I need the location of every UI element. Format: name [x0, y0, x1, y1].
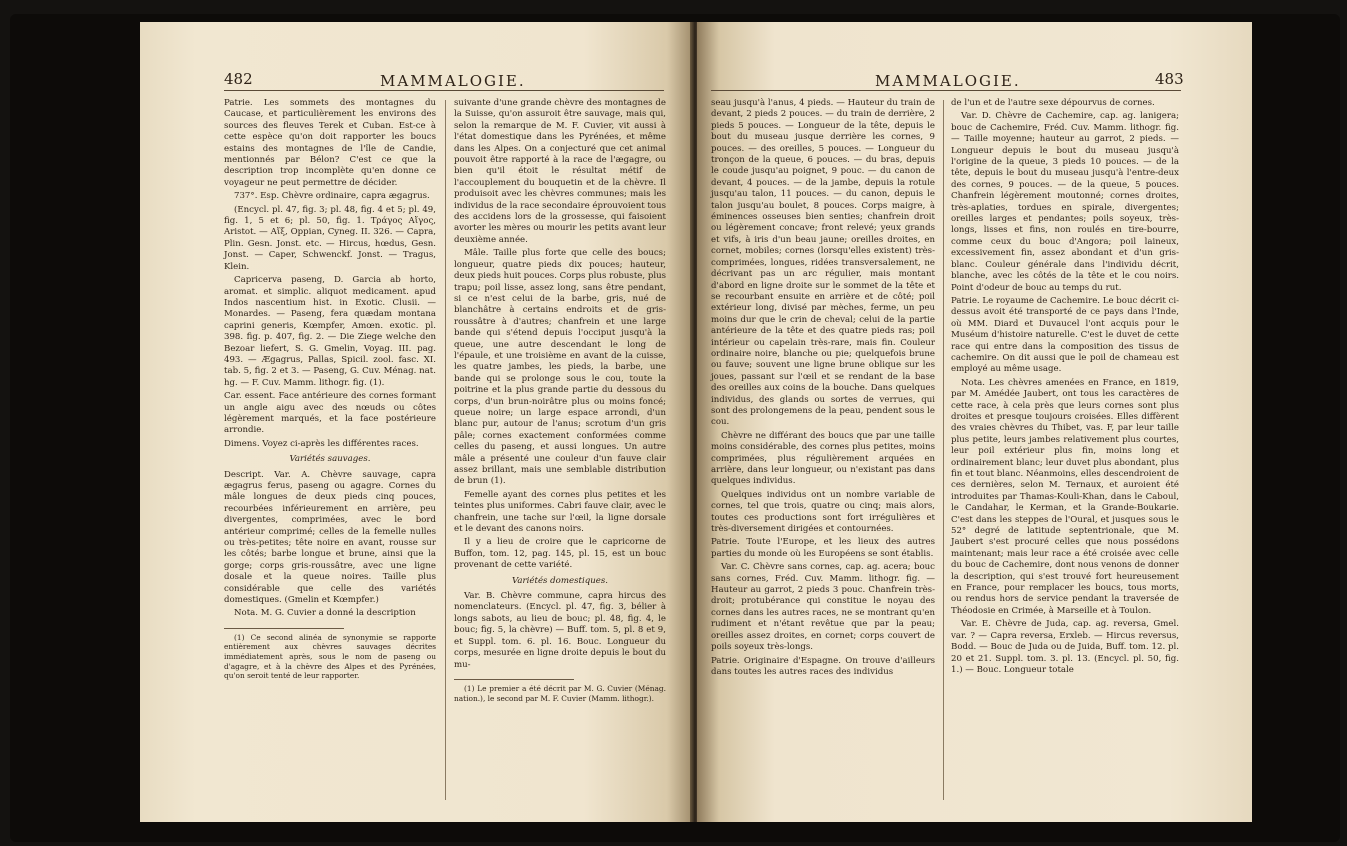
paragraph: seau jusqu'à l'anus, 4 pieds. — Hauteur du train de devant, 2 pieds 2 pouces. — du train de derrière, 2 pieds 5 pouces. — Longueur de la tête, depuis le bout du museau jusque derrière les cornes, 9 pouces. — des oreilles, 5 pouces. — Longueur du tronçon de la queue, 6 pouces. — du bras, depuis le coude jusqu'au poignet, 9 pouc. — du canon de devant, 4 pouces. — de la jambe, depuis la rotule jusqu'au talon, 11 pouces. — du canon, depuis le talon jusqu'au boulet, 8 pouces. Corps maigre, à éminences osseuses bien senties; chanfrein droit ou légèrement concave; front relevé; yeux grands et vifs, à iris d'un beau jaune; oreilles droites, en cornet, mobiles; cornes (lorsqu'elles existent) très-comprimées, longues, ridées transversalement, ne décrivant pas un arc régulier, mais montant d'abord en ligne droite sur le sommet de la tête et se recourbant ensuite en arrière et de côté; poil extérieur long, divisé par mèches, ferme, un peu moins dur que le crin de cheval; celui de la partie antérieure de la tête et des quatre pieds ras; poil intérieur ou capelain très-rare, mais fin. Couleur ordinaire noire, blanche ou pie; quelquefois brune ou fauve; souvent une ligne brune oblique sur les joues, passant sur l'œil et se rendant de la base des oreilles aux coins de la bouche. Dans quelques individus, des glands ou sortes de verrues, qui sont des prolongemens de la peau, pendent sous le cou. — [711, 98, 935, 428]
footnote-rule — [454, 679, 574, 680]
paragraph: Descript. Var. A. Chèvre sauvage, capra ægagrus ferus, paseng ou agagre. Cornes du mâle longues de deux pieds cinq pouces, recourbées inférieurement en arrière, peu divergentes, comprimées, avec le bord antérieur comprimé; celles de la femelle nulles ou très-petites; tête noire en avant, rousse sur les côtés; barbe longue et brune, ainsi que la gorge; corps gris-roussâtre, avec une ligne dosale et la queue noires. Taille plus considérable que celle des variétés domestiques. (Gmelin et Kœmpfer.) — [224, 469, 436, 606]
paragraph: Femelle ayant des cornes plus petites et les teintes plus uniformes. Cabri fauve clair, avec le chanfrein, une tache sur l'œil, la ligne dorsale et le devant des canons noirs. — [454, 489, 666, 535]
paragraph: Var. E. Chèvre de Juda, cap. ag. reversa, Gmel. var. ? — Capra reversa, Erxleb. — Hircus reversus, Bodd. — Bouc de Juda ou de Juida, Buff. tom. 12. pl. 20 et 21. Suppl. tom. 3. pl. 13. (Encycl. pl. 50, fig. 1.) — Bouc. Longueur totale — [951, 619, 1179, 675]
paragraph: suivante d'une grande chèvre des montagnes de la Suisse, qu'on assuroit être sauvage, mais qui, selon la remarque de M. F. Cuvier, vit aussi à l'état domestique dans les Pyrénées, et même dans les Alpes. On a conjecturé que cet animal pouvoit être rapporté à la race de l'ægagre, ou bien qu'il étoit le résultat métif de l'accouplement du bouquetin et de la chèvre. Il produisoit avec les chèvres communes; mais les individus de la race secondaire éprouvoient tous des accidens lors de la grossesse, qui faisoient avorter les mères ou mourir les petits avant leur deuxième année. — [454, 98, 666, 245]
species-heading: 737°. Esp. Chèvre ordinaire, capra ægagrus. — [234, 191, 430, 202]
paragraph: Nota. Les chèvres amenées en France, en 1819, par M. Amédée Jaubert, ont tous les caractères de cette race, à cela près que leurs cornes sont plus droites et presque toujours croisées. Elles diffèrent des vraies chèvres du Thibet, vas. F, par leur taille plus petite, leurs jambes relativement plus courtes, leur poil extérieur plus fin, moins long et ordinairement blanc; leur duvet plus abondant, plus fin et tout blanc. Néanmoins, elles descendroient de ces dernières, selon M. Ternaux, et auroient été introduites par Thamas-Kouli-Khan, dans le Caboul, le Candahar, le Kerman, et la Grande-Boukarie. C'est dans les steppes de l'Oural, et jusques sous le 52° degré de latitude septentrionale, que M. Jaubert s'est procuré celles que nous possédons maintenant; mais leur race a été croisée avec celle du bouc de Cachemire, dont nous venons de donner la description, qui s'est trouvé fort heureusement en France, pour remplacer les boucs, tous morts, ou rendus hors de service pendant la traversée de Théodosie en Crimée, à Marseille et à Toulon. — [951, 377, 1179, 616]
paragraph: Chèvre ne différant des boucs que par une taille moins considérable, des cornes plus petites, moins comprimées, plus régulièrement arquées en arrière, dans leur longueur, ou n'existant pas dans quelques individus. — [711, 430, 935, 487]
running-head-right: MAMMALOGIE. — [875, 72, 1021, 90]
left-column-2 — [454, 98, 666, 705]
right-column-2 — [951, 98, 1179, 678]
paragraph: Patrie. Toute l'Europe, et les lieux des autres parties du monde où les Européens se sont établis. — [711, 537, 935, 559]
paragraph: Car. essent. Face antérieure des cornes formant un angle aigu avec des nœuds ou côtes légèrement marqués, et la face postérieure arrondie. — [224, 391, 436, 436]
paragraph: Var. C. Chèvre sans cornes, cap. ag. acera; bouc sans cornes, Fréd. Cuv. Mamm. lithogr. fig. — Hauteur au garrot, 2 pieds 3 pouc. Chanfrein très-droit; protubérance qui constitue le noyau des cornes dans les autres races, ne se montrant qu'en rudiment et n'étant revêtue que par la peau; oreilles assez droites, en cornet; corps couvert de poils soyeux très-longs. — [711, 562, 935, 653]
paragraph: Dimens. Voyez ci-après les différentes races. — [224, 438, 419, 449]
header-rule-right — [711, 90, 1181, 91]
column-divider — [943, 100, 944, 800]
header-rule-left — [224, 90, 664, 91]
paragraph: Nota. M. G. Cuvier a donné la description — [234, 608, 416, 619]
paragraph: Mâle. Taille plus forte que celle des boucs; longueur, quatre pieds dix pouces; hauteur, deux pieds huit pouces. Corps plus robuste, plus trapu; poil lisse, assez long, sans être pendant, si ce n'est celui de la barbe, gris, nué de blanchâtre à certains endroits et de gris-roussâtre à d'autres; chanfrein et une large bande qui s'étend depuis l'occiput jusqu'à la queue, une autre descendant le long de l'épaule, et une troisième en avant de la cuisse, les quatre jambes, les pieds, la barbe, une bande qui se prolonge sous le cou, toute la poitrine et la plus grande partie du dessous du corps, d'un brun-noirâtre plus ou moins foncé; queue noire; un large espace arrondi, d'un blanc pur, autour de l'anus; scrotum d'un gris pâle; cornes exactement conformées comme celles du paseng, et aussi longues. Un autre mâle a présenté une couleur d'un fauve clair assez brillant, mais une semblable distribution de brun (1). — [454, 248, 667, 487]
paragraph: Quelques individus ont un nombre variable de cornes, tel que trois, quatre ou cinq; mais alors, toutes ces productions sont fort irrégulières et très-diversement dirigées et contournées. — [711, 489, 935, 535]
column-divider — [445, 100, 446, 800]
running-head-left: MAMMALOGIE. — [380, 72, 526, 90]
section-heading: Variétés sauvages. — [289, 454, 371, 465]
footnote-rule — [224, 628, 344, 629]
paragraph: Patrie. Originaire d'Espagne. On trouve d'ailleurs dans toutes les autres races des individus — [711, 655, 935, 677]
footnote: (1) Le premier a été décrit par M. G. Cuvier (Ménag. nation.), le second par M. F. Cuvier (Mamm. lithogr.). — [454, 683, 666, 703]
paragraph: Patrie. Les sommets des montagnes du Caucase, et particulièrement les environs des sources des fleuves Terek et Cuban. Est-ce à cette espèce qu'on doit rapporter les boucs estains des montagnes de l'île de Candie, mentionnés par Bélon? C'est ce que la description trop incomplète qu'en donne ce voyageur ne peut permettre de décider. — [224, 98, 436, 188]
paragraph: Capricerva paseng, D. Garcia ab horto, aromat. et simplic. aliquot medicament. apud Indos nascentium hist. in Exotic. Clusii. — Monardes. — Paseng, fera quædam montana caprini generis, Kœmpfer, Amœn. exotic. pl. 398. fig. p. 407, fig. 2. — Die Ziege welche den Bezoar liefert, S. G. Gmelin, Voyag. III. pag. 493. — Ægagrus, Pallas, Spicil. zool. fasc. XI. tab. 5, fig. 2 et 3. — Paseng, G. Cuv. Ménag. nat. hg. — F. Cuv. Mamm. lithogr. fig. (1). — [224, 275, 436, 388]
paragraph: (Encycl. pl. 47, fig. 3; pl. 48, fig. 4 et 5; pl. 49, fig. 1, 5 et 6; pl. 50, fig. 1. Τράγος Αἴγος, Aristot. — Αἴξ, Oppian, Cyneg. II. 326. — Capra, Plin. Gesn. Jonst. etc. — Hircus, hœdus, Gesn. Jonst. — Caper, Schwenckf. Jonst. — Tragus, Klein. — [224, 204, 436, 272]
paragraph: Il y a lieu de croire que le capricorne de Buffon, tom. 12, pag. 145, pl. 15, est un bouc provenant de cette variété. — [454, 537, 666, 571]
page-number-left: 482 — [224, 70, 253, 88]
section-heading: Variétés domestiques. — [512, 575, 608, 586]
paragraph: de l'un et de l'autre sexe dépourvus de cornes. — [951, 98, 1155, 108]
paragraph: Patrie. Le royaume de Cachemire. Le bouc décrit ci-dessus avoit été transporté de ce pays dans l'Inde, où MM. Diard et Duvaucel l'ont acquis pour le Muséum d'histoire naturelle. C'est le duvet de cette race qui entre dans la composition des tissus de cachemire. On dit aussi que le poil de chameau est employé au même usage. — [951, 295, 1179, 375]
page-number-right: 483 — [1155, 70, 1184, 88]
paragraph: Var. D. Chèvre de Cachemire, cap. ag. lanigera; bouc de Cachemire, Fréd. Cuv. Mamm. lithogr. fig. — Taille moyenne; hauteur au garrot, 2 pieds. — Longueur depuis le bout du museau jusqu'à l'origine de la queue, 3 pieds 10 pouces. — de la tête, depuis le bout du museau jusqu'à l'entre-deux des cornes, 9 pouces. — de la queue, 5 pouces. Chanfrein légèrement moutonné; cornes droites, très-aplaties, tordues en spirale, divergentes; oreilles larges et pendantes; poils soyeux, très-longs, lisses et fins, non roulés en tire-bourre, comme ceux du bouc d'Angora; poil laineux, excessivement fin, assez abondant et d'un gris-blanc. Couleur générale dans l'individu décrit, blanche, avec les côtés de la tête et le cou noirs. Point d'odeur de bouc au temps du rut. — [951, 111, 1179, 293]
left-column-1 — [224, 98, 436, 683]
right-column-1 — [711, 98, 935, 680]
paragraph: Var. B. Chèvre commune, capra hircus des nomenclateurs. (Encycl. pl. 47, fig. 3, bélier à longs sabots, au lieu de bouc; pl. 48, fig. 4, le bouc; fig. 5, la chèvre) — Buff. tom. 5, pl. 8 et 9, et Suppl. tom. 6. pl. 16. Bouc. Longueur du corps, mesurée en ligne droite depuis le bout du mu- — [454, 591, 666, 670]
right-page — [697, 22, 1252, 822]
footnote: (1) Ce second alinéa de synonymie se rapporte entièrement aux chèvres sauvages décrites immédiatement après, sous le nom de paseng ou d'agagre, et à la chèvre des Alpes et des Pyrénées, qu'on seroit tenté de leur rapporter. — [224, 632, 436, 681]
left-page — [140, 22, 695, 822]
